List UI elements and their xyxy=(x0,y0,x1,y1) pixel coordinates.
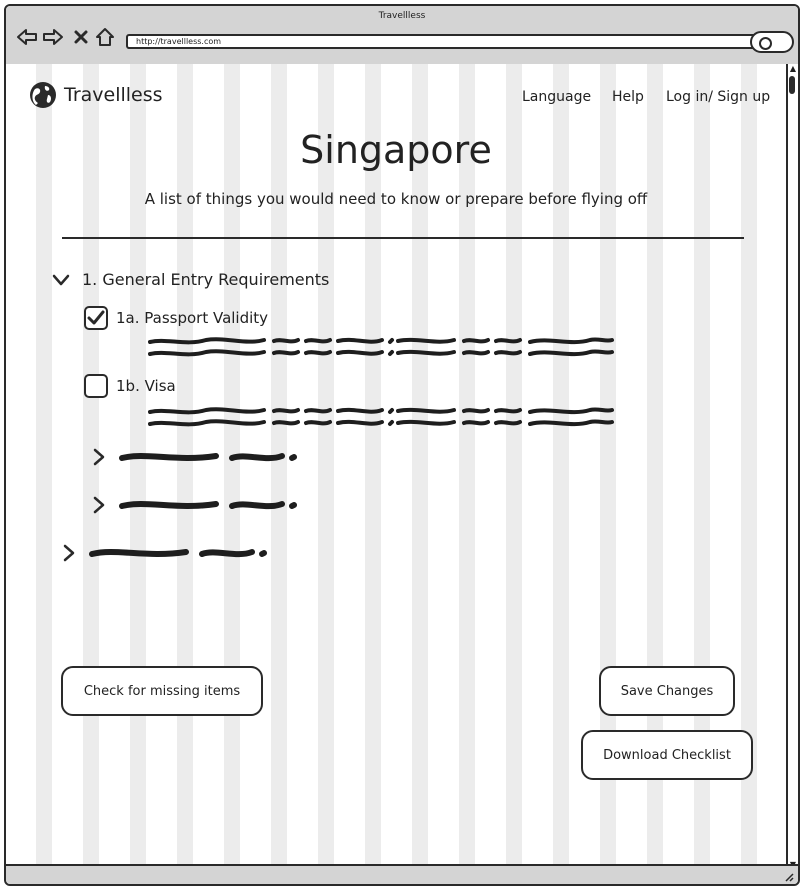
globe-icon xyxy=(28,80,58,110)
resize-grip-icon[interactable] xyxy=(782,870,794,882)
help-link[interactable]: Help xyxy=(612,89,644,105)
stop-icon[interactable] xyxy=(70,26,92,48)
forward-icon[interactable] xyxy=(42,26,64,48)
logo-text: Travellless xyxy=(64,84,163,106)
login-signup-link[interactable]: Log in/ Sign up xyxy=(666,89,771,105)
scroll-thumb[interactable] xyxy=(789,76,795,94)
collapsed-section[interactable] xyxy=(60,544,276,562)
section-header-general-entry[interactable] xyxy=(52,270,329,289)
checklist-item-visa[interactable] xyxy=(84,374,176,398)
back-icon[interactable] xyxy=(16,26,38,48)
divider xyxy=(62,237,744,239)
item-label: 1a. Passport Validity xyxy=(116,309,269,327)
check-missing-items-button[interactable]: Check for missing items xyxy=(61,666,263,716)
section-label: 1. General Entry Requirements xyxy=(82,270,330,289)
page-title: Singapore xyxy=(300,128,492,172)
checkbox-checked[interactable] xyxy=(84,306,108,330)
site-logo[interactable] xyxy=(28,80,163,110)
chevron-right-icon[interactable] xyxy=(90,496,108,514)
checkbox-unchecked[interactable] xyxy=(84,374,108,398)
redacted-text xyxy=(86,544,276,562)
redacted-text xyxy=(146,404,618,432)
page-content xyxy=(6,64,786,870)
vertical-scrollbar[interactable] xyxy=(786,64,798,870)
browser-search-icon[interactable] xyxy=(750,31,794,53)
browser-window xyxy=(4,4,800,886)
chevron-down-icon[interactable] xyxy=(52,271,70,289)
save-changes-button[interactable]: Save Changes xyxy=(599,666,735,716)
checklist-item-passport[interactable] xyxy=(84,306,268,330)
address-bar[interactable]: http://travellless.com xyxy=(126,34,766,49)
redacted-text xyxy=(116,448,306,466)
collapsed-subsection[interactable] xyxy=(90,448,306,466)
item-label: 1b. Visa xyxy=(116,377,176,395)
redacted-text xyxy=(116,496,306,514)
download-checklist-button[interactable]: Download Checklist xyxy=(581,730,753,780)
collapsed-subsection[interactable] xyxy=(90,496,306,514)
language-link[interactable]: Language xyxy=(522,89,592,105)
scroll-up-icon[interactable]: ▲ xyxy=(789,64,797,73)
chevron-right-icon[interactable] xyxy=(60,544,78,562)
page-subtitle: A list of things you would need to know or prepare before flying off xyxy=(144,190,648,208)
window-title: Travellless xyxy=(378,11,426,21)
chevron-right-icon[interactable] xyxy=(90,448,108,466)
status-bar xyxy=(6,864,798,884)
home-icon[interactable] xyxy=(94,26,116,48)
browser-toolbar xyxy=(6,6,798,66)
checkmark-icon xyxy=(87,310,105,326)
redacted-text xyxy=(146,334,618,362)
